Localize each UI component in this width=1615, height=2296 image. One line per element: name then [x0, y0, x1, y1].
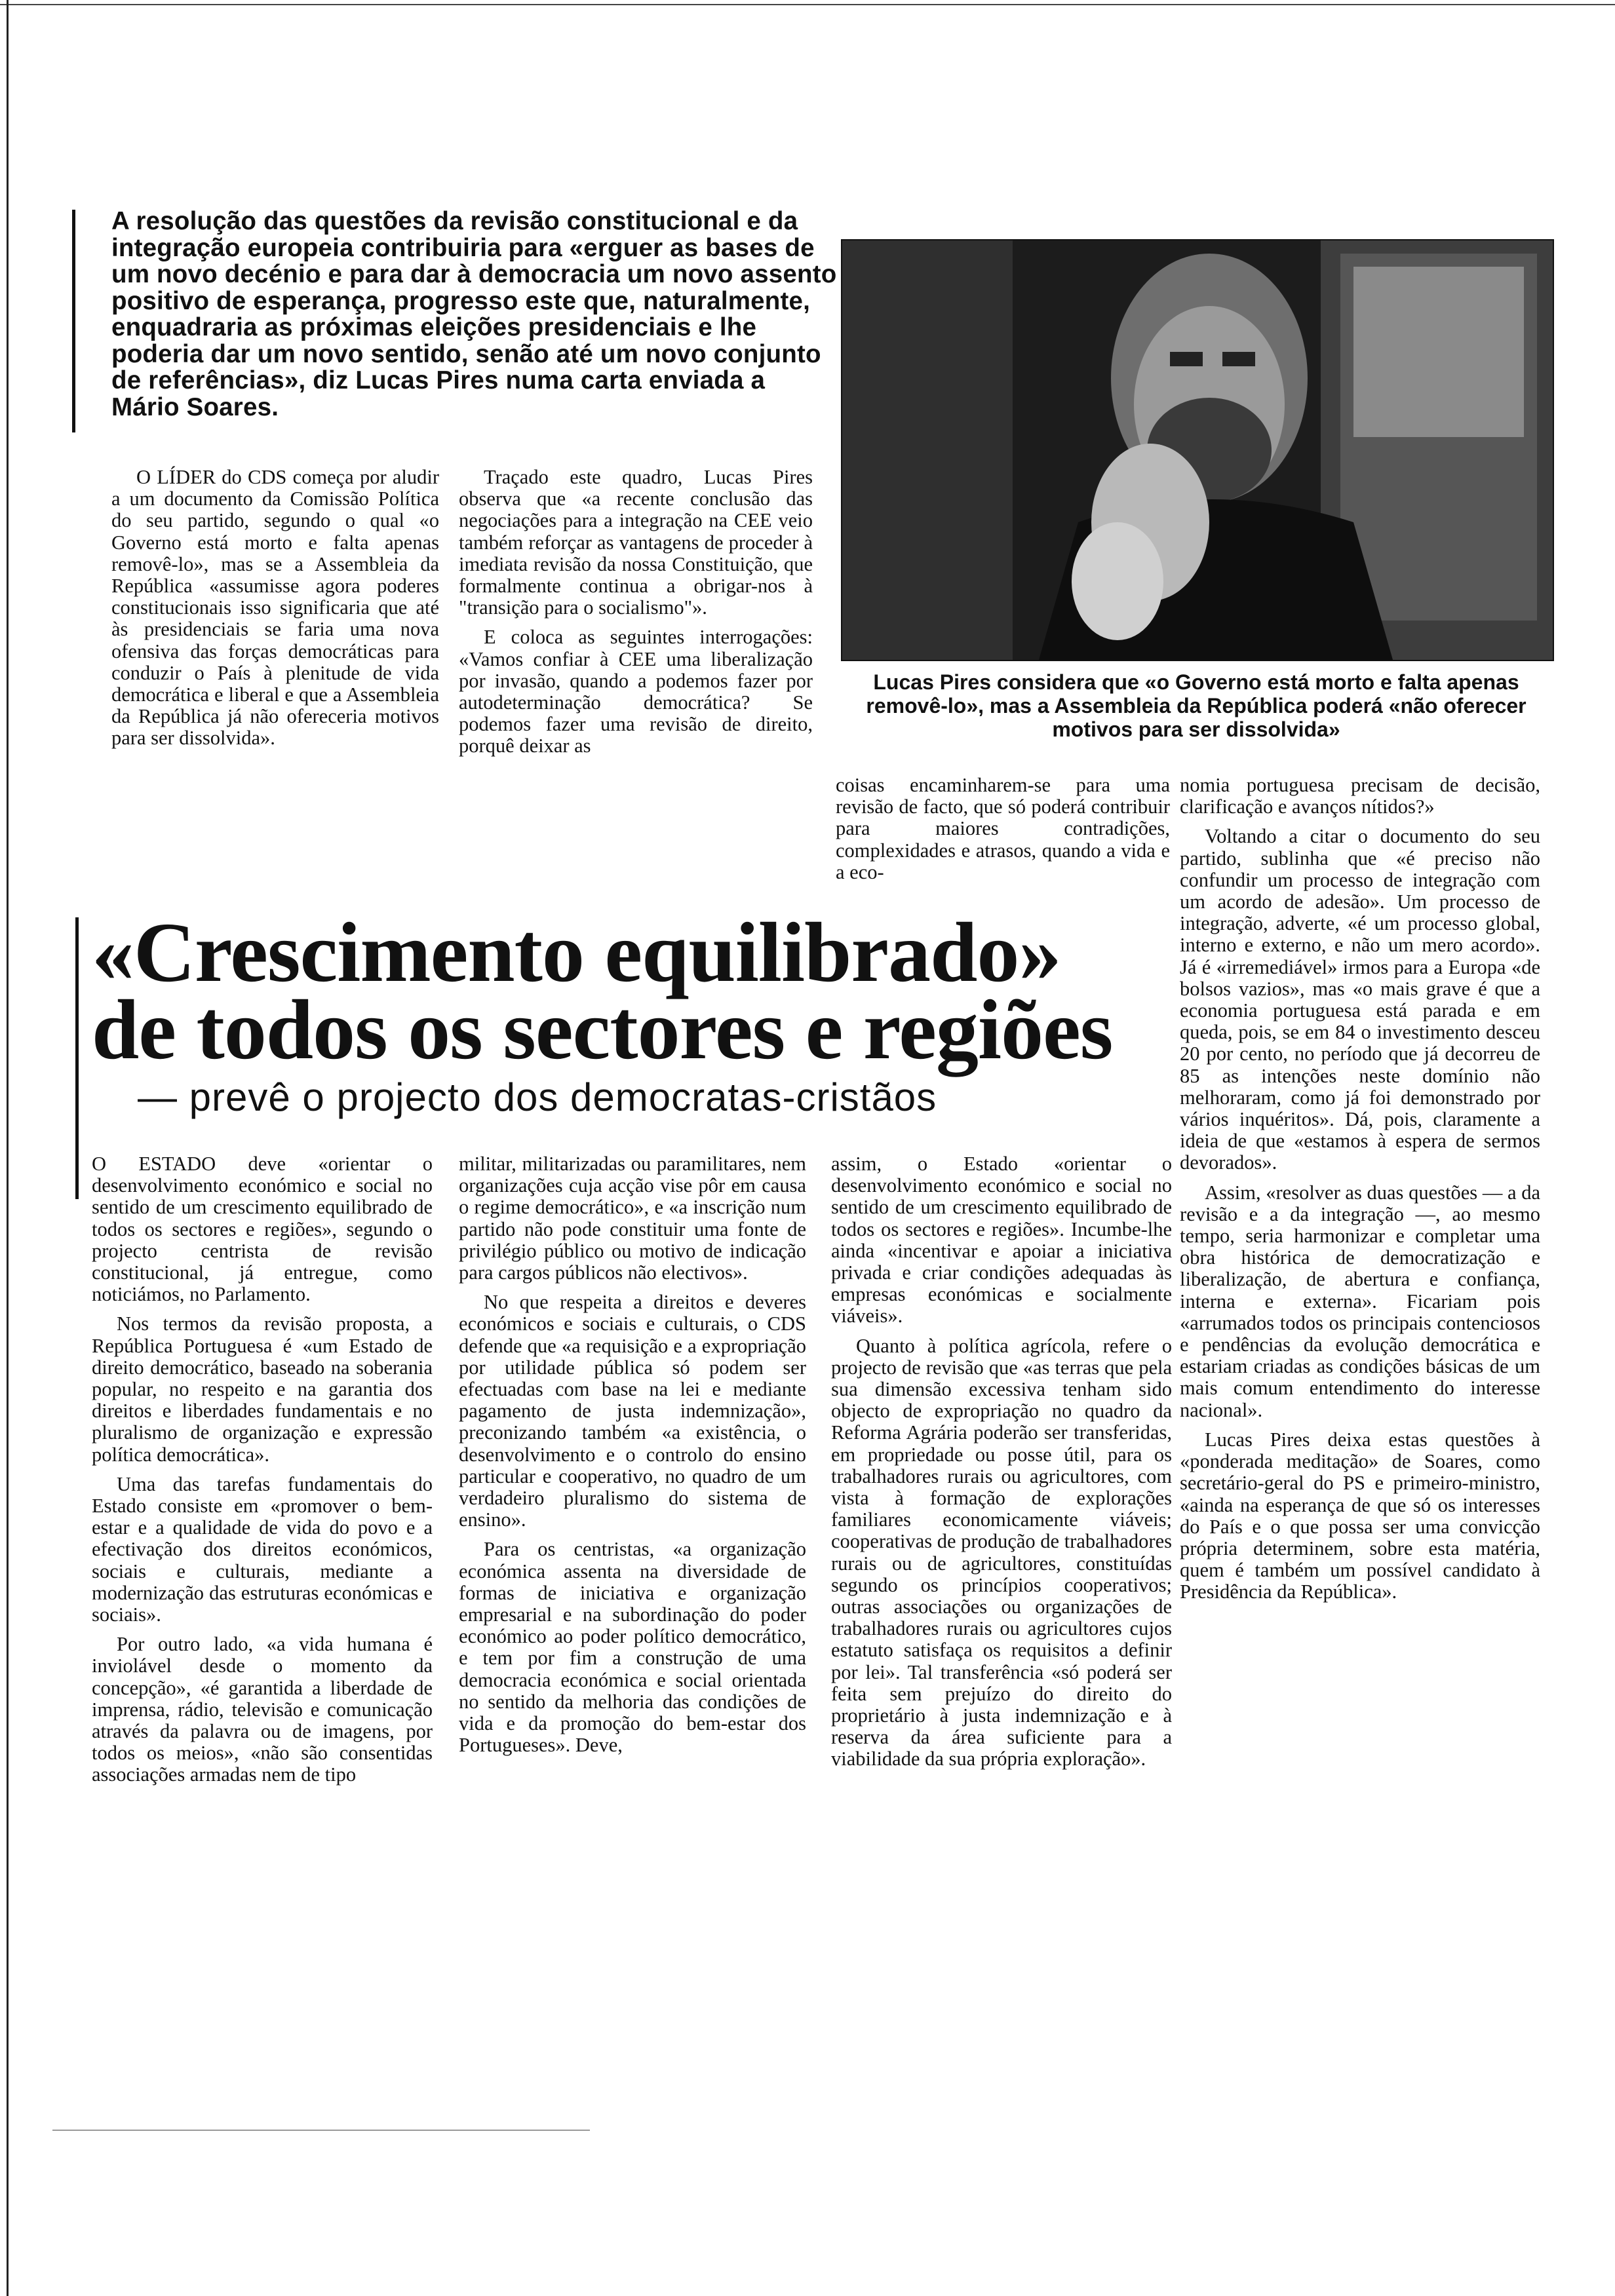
lower-c1-p3: Uma das tarefas fundamentais do Estado consiste em «promover o bem-estar e a qualidade de vida do povo e a efectivação dos direitos económicos, sociais e culturais, mediante a modernização das estruturas económicas e sociais».: [92, 1472, 433, 1626]
top-border: [0, 4, 1615, 5]
headline: [92, 906, 1193, 1077]
upper-c2-p1: Traçado este quadro, Lucas Pires observa que «a recente conclusão das negociações para a integração na CEE veio também reforçar as vantagens de proceder à imediata revisão da nossa Constituição, que formalmente continua a obrigar-nos à "transição para o socialismo"».: [459, 466, 813, 619]
lower-column-1: [92, 1153, 433, 1794]
upper-c2-p2: E coloca as seguintes interrogações: «Vamos confiar à CEE uma liberalização por invasão, quando a podemos fazer por autodeterminação democrática? Se podemos fazer uma revisão de direito, porquê deixar as: [459, 626, 813, 757]
bottom-rule: [52, 2130, 590, 2131]
upper-c1-p1: O LÍDER do CDS começa por aludir a um documento da Comissão Política do seu partido, segundo o qual «o Governo está morto e falta apenas removê-lo», mas se a Assembleia da República «assumisse agora poderes constitucionais isso significaria que até às presidenciais se faria uma nova ofensiva das forças democráticas para conduzir o País à plenitude de vida democrática e liberal e que a Assembleia da República já não ofereceria motivos para ser dissolvida».: [111, 466, 439, 750]
portrait-illustration: [842, 240, 1553, 660]
subheadline: — prevê o projecto dos democratas-cristãos: [138, 1075, 937, 1119]
upper-c4-p2: Voltando a citar o documento do seu partido, sublinha que «é preciso não confundir um processo de integração com um acordo de adesão». Um processo de integração, adverte, «é um processo global, interno e externo, e não um mero acordo». Já é «irremediável» irmos para a Europa «de bolsos vazios», mas «o mais grave é que a economia portuguesa está parada e em queda, pois, se em 84 o investimento desceu 20 por cento, no período que já decorreu de 85 as intenções neste domínio não melhoraram, como já foi demonstrado por vários inquéritos». Dá, pois, claramente a ideia de que «estamos à espera de sermos devorados».: [1180, 825, 1540, 1174]
headline-line-2: de todos os sectores e regiões: [92, 983, 1113, 1077]
lower-c2-p1: militar, militarizadas ou paramilitares, nem organizações cuja acção vise pôr em causa o regime democrático», e «a inscrição num partido não pode constituir uma fonte de privilégio público ou motivo de indicação para cargos públicos não electivos».: [459, 1153, 806, 1284]
upper-column-4: [1180, 775, 1540, 1611]
lower-c1-p4: Por outro lado, «a vida humana é inviolável desde o momento da concepção», «é garantida a liberdade de imprensa, rádio, televisão e comunicação através da palavra ou de imagens, por todos os meios», «não são consentidas associações armadas nem de tipo: [92, 1633, 433, 1786]
upper-column-1: [111, 467, 439, 757]
upper-c4-p3: Assim, «resolver as duas questões — a da revisão e a da integração —, ao mesmo tempo, seria harmonizar e completar uma obra histórica de democratização e liberalização, de abertura e confiança, interna e externa». Ficariam pois «arrumados todos os principais contenciosos e pendências da evolução democrática e estariam criadas as condições básicas de um mais comum entendimento do interesse nacional».: [1180, 1181, 1540, 1421]
lower-c2-p2: No que respeita a direitos e deveres económicos e sociais e culturais, o CDS defende que «a requisição e a expropriação por utilidade pública só podem ser efectuadas com base na lei e mediante pagamento de justa indemnização», preconizando também «a existência, o desenvolvimento e o controlo do ensino particular e cooperativo, no quadro de um verdadeiro pluralismo do sistema de ensino».: [459, 1291, 806, 1531]
lower-c3-p1: assim, o Estado «orientar o desenvolvimento económico e social no sentido de um crescimento equilibrado de todos os sectores e regiões». Incumbe-lhe ainda «incentivar e apoiar a iniciativa privada e criar condições adequadas às empresas económicas e socialmente viáveis».: [831, 1153, 1172, 1328]
lower-column-2: [459, 1153, 806, 1764]
lower-c3-p2: Quanto à política agrícola, refere o projecto de revisão que «as terras que pela sua dimensão excessiva tenham sido objecto de expropriação no quadro da Reforma Agrária poderão ser transferidas, em propriedade ou posse útil, para os trabalhadores rurais ou agricultores, com vista à formação de explorações familiares economicamente viáveis; cooperativas de produção de trabalhadores rurais ou de agricultores, constituídas segundo os princípios cooperativos; outras associações ou organizações de trabalhadores rurais ou agricultores cujos estatuto satisfaça os requisitos a definir por lei». Tal transferência «só poderá ser feita sem prejuízo do direito do proprietário à justa indemnização e à reserva da área suficiente para a viabilidade da sua própria exploração».: [831, 1334, 1172, 1770]
headline-line-1: «Crescimento equilibrado»: [92, 906, 1061, 1000]
lead-paragraph: A resolução das questões da revisão constitucional e da integração europeia contribuiria para «erguer as bases de um novo decénio e para dar à democracia um novo assento positivo de esperança, progresso este que, naturalmente, enquadraria as próximas eleições presidenciais e lhe poderia dar um novo sentido, senão até um novo conjunto de referências», diz Lucas Pires numa carta enviada a Mário Soares.: [111, 207, 837, 421]
upper-column-3: [836, 775, 1170, 891]
portrait-photo: [841, 239, 1554, 661]
headline-marker: [75, 917, 79, 1199]
upper-column-2: [459, 467, 813, 765]
lead-marker: [72, 210, 75, 432]
lower-c1-p2: Nos termos da revisão proposta, a República Portuguesa é «um Estado de direito democrático, baseado na soberania popular, no respeito e na garantia dos direitos e liberdades fundamentais e no pluralismo de organização e expressão política democrática».: [92, 1312, 433, 1466]
lower-c1-p1: O ESTADO deve «orientar o desenvolvimento económico e social no sentido de um crescimento equilibrado de todos os sectores e regiões», segundo o projecto centrista de revisão constitucional, já entregue, como noticiámos, no Parlamento.: [92, 1153, 433, 1306]
upper-c4-p4: Lucas Pires deixa estas questões à «ponderada meditação» de Soares, como secretário-geral do PS e primeiro-ministro, «ainda na esperança de que só os interesses do País e o que possa ser uma convicção própria determinem, sobre esta matéria, quem é também um possível candidato à Presidência da República».: [1180, 1428, 1540, 1603]
left-border: [7, 0, 9, 2296]
lower-c2-p3: Para os centristas, «a organização económica assenta na diversidade de formas de iniciativa e organização empresarial e na subordinação do poder económico ao poder político democrático, e tem por fim a construção de uma democracia económica e social orientada no sentido da melhoria das condições de vida e da promoção do bem-estar dos Portugueses». Deve,: [459, 1538, 806, 1757]
upper-c4-p1: nomia portuguesa precisam de decisão, clarificação e avanços nítidos?»: [1180, 774, 1540, 818]
lower-column-3: [831, 1153, 1172, 1778]
upper-c3-p1: coisas encaminharem-se para uma revisão de facto, que só poderá contribuir para maiores contradições, complexidades e atrasos, quando a vida e a eco-: [836, 774, 1170, 883]
photo-caption: Lucas Pires considera que «o Governo está morto e falta apenas removê-lo», mas a Assembleia da República poderá «não oferecer motivos para ser dissolvida»: [866, 670, 1527, 741]
